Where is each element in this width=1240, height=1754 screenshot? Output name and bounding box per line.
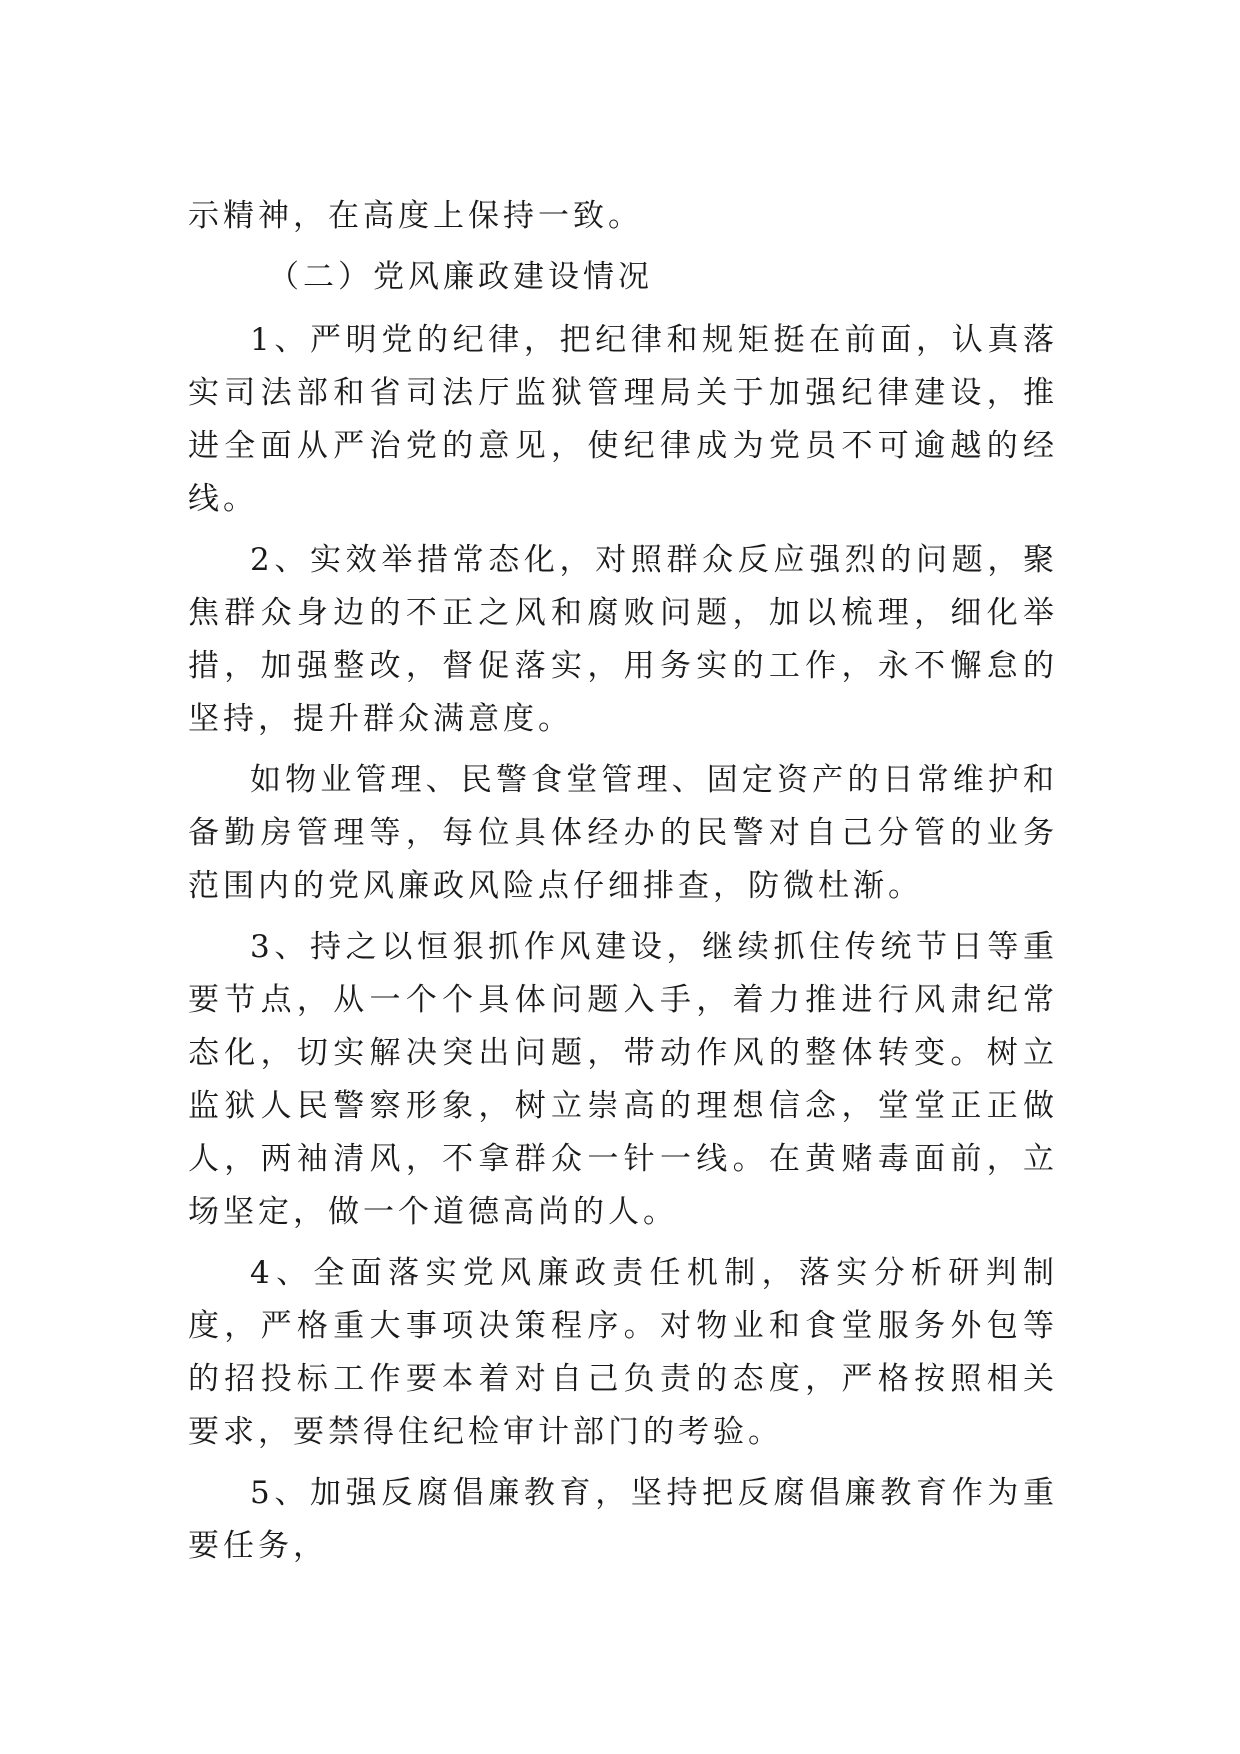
paragraph-example: 如物业管理、民警食堂管理、固定资产的日常维护和备勤房管理等，每位具体经办的民警对自己分管的业务范围内的党风廉政风险点仔细排查，防微杜渐。 bbox=[188, 762, 1058, 904]
paragraph-item-5: 5、加强反腐倡廉教育，坚持把反腐倡廉教育作为重要任务， bbox=[188, 1475, 1058, 1564]
paragraph-item-2: 2、实效举措常态化，对照群众反应强烈的问题，聚焦群众身边的不正之风和腐败问题，加以梳理，细化举措，加强整改，督促落实，用务实的工作，永不懈怠的坚持，提升群众满意度。 bbox=[188, 542, 1058, 737]
paragraph-item-1: 1、严明党的纪律，把纪律和规矩挺在前面，认真落实司法部和省司法厅监狱管理局关于加强纪律建设，推进全面从严治党的意见，使纪律成为党员不可逾越的经线。 bbox=[188, 322, 1058, 517]
document-body bbox=[188, 190, 1058, 1581]
section-heading: （二）党风廉政建设情况 bbox=[268, 259, 653, 295]
paragraph-continuation: 示精神，在高度上保持一致。 bbox=[188, 198, 643, 234]
paragraph-item-4: 4、全面落实党风廉政责任机制，落实分析研判制度，严格重大事项决策程序。对物业和食堂服务外包等的招投标工作要本着对自己负责的态度，严格按照相关要求，要禁得住纪检审计部门的考验。 bbox=[188, 1255, 1058, 1450]
paragraph-item-3: 3、持之以恒狠抓作风建设，继续抓住传统节日等重要节点，从一个个具体问题入手，着力推进行风肃纪常态化，切实解决突出问题，带动作风的整体转变。树立监狱人民警察形象，树立崇高的理想信念，堂堂正正做人，两袖清风，不拿群众一针一线。在黄赌毒面前，立场坚定，做一个道德高尚的人。 bbox=[188, 929, 1058, 1230]
